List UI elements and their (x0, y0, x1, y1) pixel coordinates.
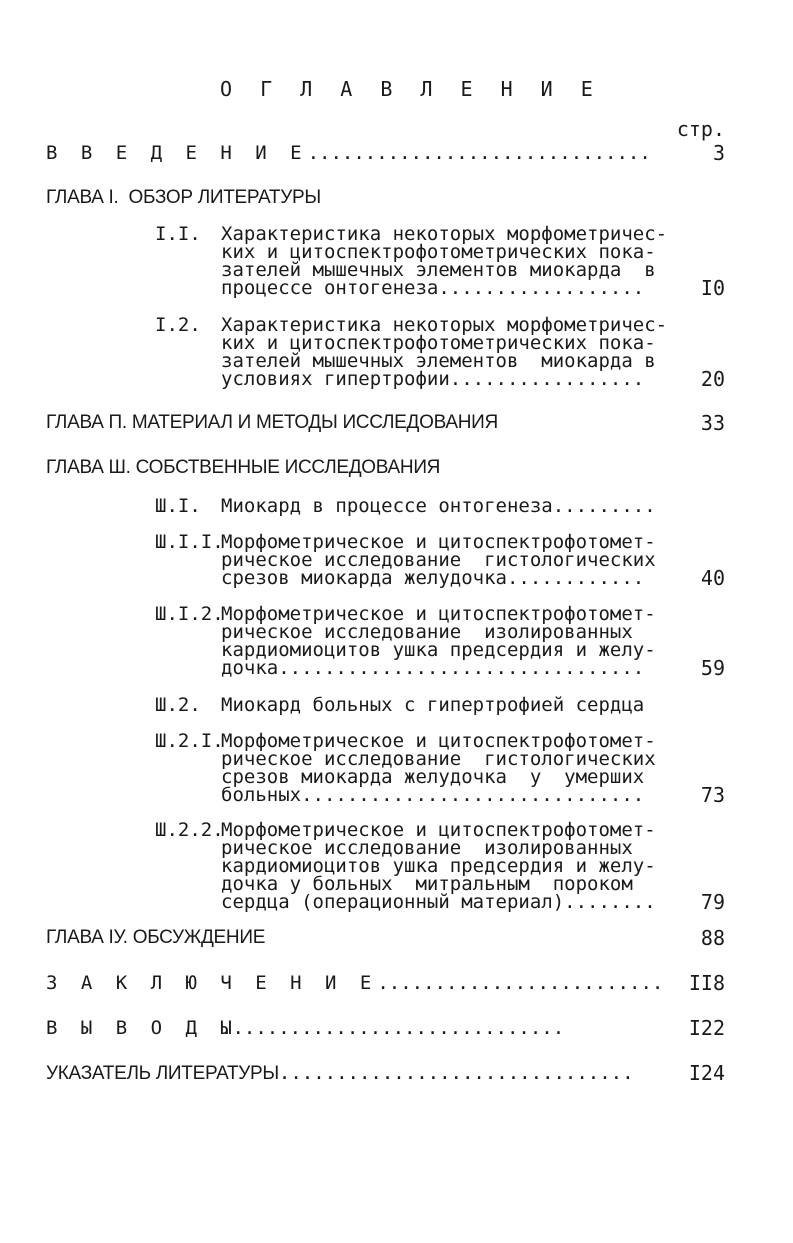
toc-chapter-2-page: 33 (700, 411, 725, 435)
line: срезов миокарда желудочка у умерших (221, 766, 645, 788)
toc-findings-page: I22 (688, 1016, 725, 1040)
toc-section-1-2-title (221, 314, 668, 390)
line: Морфометрическое и цитоспектрофотомет- (221, 730, 656, 752)
line: срезов миокарда желудочка............ (221, 567, 645, 589)
toc-chapter-4-heading: ГЛАВА IУ. ОБСУЖДЕНИЕ (46, 927, 266, 948)
toc-section-3-1-1-number: Ш.I.I. (155, 531, 224, 553)
toc-findings-dots: .............................. (221, 1017, 565, 1039)
line: рическое исследование гистологических (221, 549, 656, 571)
toc-intro-page: 3 (712, 141, 725, 165)
toc-findings-label: В Ы В О Д Ы (46, 1017, 238, 1039)
toc-section-3-1-2-page: 59 (700, 656, 725, 680)
line: рическое исследование изолированных (221, 837, 633, 859)
line: Характеристика некоторых морфометричес- (221, 223, 668, 245)
toc-intro-label: В В Е Д Е Н И Е (46, 142, 308, 164)
toc-section-1-1-page: I0 (700, 276, 725, 300)
toc-section-3-2-number: Ш.2. (155, 694, 201, 716)
line: ких и цитоспектрофотометрических пока- (221, 241, 656, 263)
toc-chapter-3-heading: ГЛАВА Ш. СОБСТВЕННЫЕ ИССЛЕДОВАНИЯ (46, 457, 441, 478)
page-column-label: стр. (676, 117, 725, 141)
line: рическое исследование гистологических (221, 748, 656, 770)
toc-section-3-1-1-title (221, 531, 656, 589)
toc-section-3-2-1-number: Ш.2.I. (155, 730, 224, 752)
toc-chapter-1-heading: ГЛАВА I. ОБЗОР ЛИТЕРАТУРЫ (46, 187, 321, 208)
line: дочка у больных митральным пороком (221, 873, 633, 895)
toc-chapter-2-heading: ГЛАВА П. МАТЕРИАЛ И МЕТОДЫ ИССЛЕДОВАНИЯ (46, 412, 498, 433)
toc-chapter-4-page: 88 (700, 926, 725, 950)
toc-section-3-1-1-page: 40 (700, 566, 725, 590)
toc-section-3-2-2-title (221, 819, 656, 913)
toc-conclusion-dots: ......................... (377, 972, 664, 994)
toc-references-dots: ............................... (278, 1062, 634, 1084)
line: рическое исследование изолированных (221, 621, 633, 643)
toc-section-1-1-number: I.I. (155, 223, 201, 245)
toc-references-page: I24 (688, 1061, 725, 1085)
line: кардиомиоцитов ушка предсердия и желу- (221, 855, 656, 877)
toc-references-label: УКАЗАТЕЛЬ ЛИТЕРАТУРЫ (46, 1063, 279, 1084)
toc-section-3-2-2-number: Ш.2.2. (155, 819, 224, 841)
toc-conclusion-label: З А К Л Ю Ч Е Н И Е (46, 972, 378, 994)
line: процессе онтогенеза.................. (221, 277, 645, 299)
toc-section-3-1-2-number: Ш.I.2. (155, 603, 224, 625)
line: сердца (операционный материал)........ (221, 891, 656, 913)
toc-references (46, 1064, 634, 1083)
line: дочка................................ (221, 657, 645, 679)
line: Морфометрическое и цитоспектрофотомет- (221, 819, 656, 841)
line: зателей мышечных элементов миокарда в (221, 259, 656, 281)
line: зателей мышечных элементов миокарда в (221, 350, 656, 372)
line: кардиомиоцитов ушка предсердия и желу- (221, 639, 656, 661)
toc-section-3-1-2-title (221, 603, 656, 679)
toc-section-3-1-title: Миокард в процессе онтогенеза......... (221, 495, 656, 517)
page-title: О Г Л А В Л Е Н И Е (220, 77, 601, 101)
toc-section-1-2-number: I.2. (155, 314, 201, 336)
toc-section-3-2-title: Миокард больных с гипертрофией сердца (221, 694, 645, 716)
line: ких и цитоспектрофотометрических пока- (221, 332, 656, 354)
line: Характеристика некоторых морфометричес- (221, 314, 668, 336)
toc-section-3-2-1-title (221, 730, 656, 806)
toc-intro (46, 144, 651, 162)
line: Морфометрическое и цитоспектрофотомет- (221, 603, 656, 625)
toc-section-3-1-number: Ш.I. (155, 495, 201, 517)
line: условиях гипертрофии................. (221, 368, 645, 390)
line: больных.............................. (221, 784, 645, 806)
toc-conclusion (46, 974, 663, 992)
toc-section-3-2-2-page: 79 (700, 890, 725, 914)
toc-section-1-1-title (221, 223, 668, 299)
toc-section-1-2-page: 20 (700, 367, 725, 391)
toc-conclusion-page: II8 (688, 971, 725, 995)
line: Морфометрическое и цитоспектрофотомет- (221, 531, 656, 553)
toc-section-3-2-1-page: 73 (700, 783, 725, 807)
toc-intro-dots: .............................. (307, 142, 651, 164)
